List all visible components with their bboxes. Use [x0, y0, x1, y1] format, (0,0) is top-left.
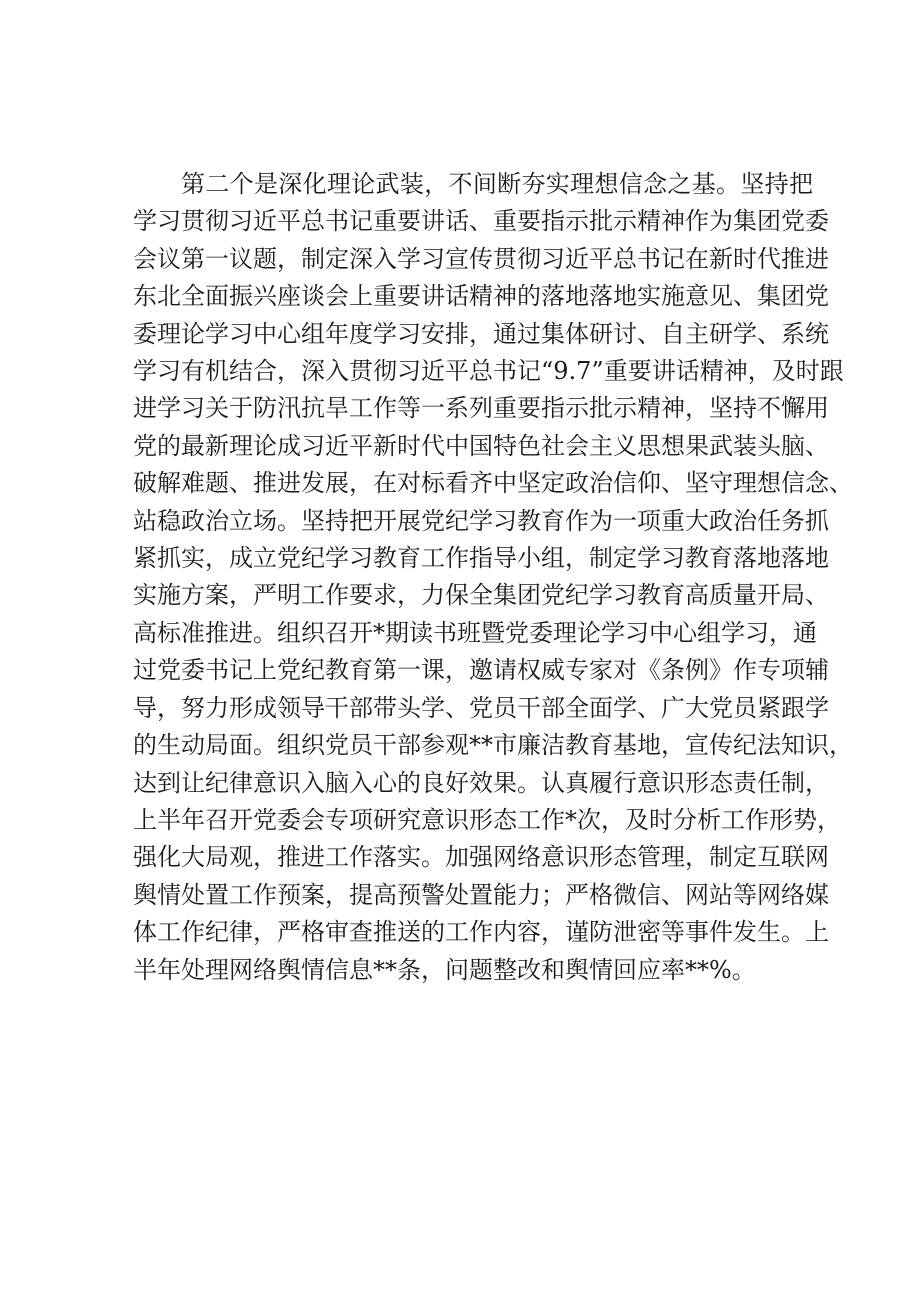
paragraph-line: 强化大局观，推进工作落实。加强网络意识形态管理，制定互联网: [133, 843, 829, 872]
paragraph-line: 会议第一议题，制定深入学习宣传贯彻习近平总书记在新时代推进: [133, 244, 829, 273]
body-paragraph: [133, 166, 853, 989]
paragraph-line: 紧抓实，成立党纪学习教育工作指导小组，制定学习教育落地落地: [133, 544, 829, 573]
paragraph-line: 过党委书记上党纪教育第一课，邀请权威专家对《条例》作专项辅: [133, 656, 829, 685]
paragraph-line: 舆情处置工作预案，提高预警处置能力；严格微信、网站等网络媒: [133, 880, 829, 909]
paragraph-line: 破解难题、推进发展，在对标看齐中坚定政治信仰、坚守理想信念、: [133, 469, 853, 498]
paragraph-line: 第二个是深化理论武装，不间断夯实理想信念之基。坚持把: [181, 170, 813, 198]
paragraph-line: 体工作纪律，严格审查推送的工作内容，谨防泄密等事件发生。上: [133, 918, 829, 947]
paragraph-line: 学习有机结合，深入贯彻习近平总书记“9.7”重要讲话精神，及时跟: [133, 357, 844, 386]
paragraph-line: 实施方案，严明工作要求，力保全集团党纪学习教育高质量开局、: [133, 581, 829, 610]
paragraph-line: 高标准推进。组织召开*期读书班暨党委理论学习中心组学习，通: [133, 618, 817, 647]
paragraph-line: 上半年召开党委会专项研究意识形态工作*次，及时分析工作形势，: [133, 805, 841, 834]
paragraph-line: 导，努力形成领导干部带头学、党员干部全面学、广大党员紧跟学: [133, 693, 829, 722]
paragraph-line: 委理论学习中心组年度学习安排，通过集体研讨、自主研学、系统: [133, 319, 829, 348]
paragraph-line: 的生动局面。组织党员干部参观**市廉洁教育基地，宣传纪法知识，: [133, 731, 853, 760]
paragraph-line: 东北全面振兴座谈会上重要讲话精神的落地落地实施意见、集团党: [133, 282, 829, 311]
paragraph-line: 达到让纪律意识入脑入心的良好效果。认真履行意识形态责任制，: [133, 768, 829, 797]
paragraph-line: 半年处理网络舆情信息**条，问题整改和舆情回应率**%。: [133, 955, 756, 984]
paragraph-line: 党的最新理论成习近平新时代中国特色社会主义思想果武装头脑、: [133, 431, 829, 460]
paragraph-line: 站稳政治立场。坚持把开展党纪学习教育作为一项重大政治任务抓: [133, 506, 829, 535]
paragraph-line: 学习贯彻习近平总书记重要讲话、重要指示批示精神作为集团党委: [133, 207, 829, 236]
paragraph-line: 进学习关于防汛抗旱工作等一系列重要指示批示精神，坚持不懈用: [133, 394, 829, 423]
